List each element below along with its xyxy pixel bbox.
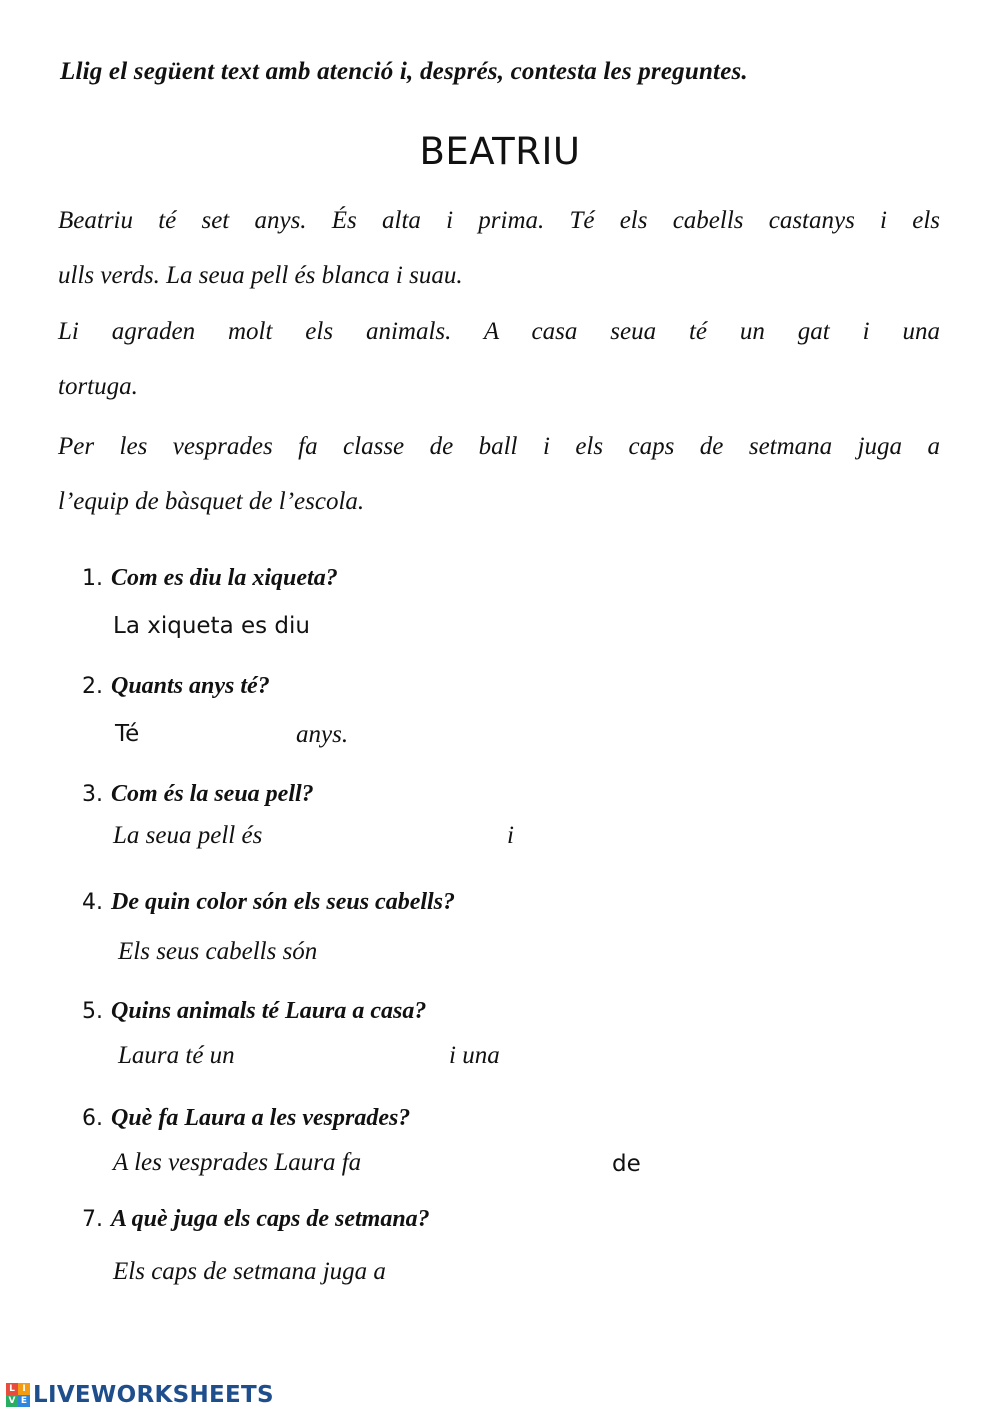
text-line-1: Beatriu té set anys. És alta i prima. Té els cabells castanys i els [58,207,940,234]
question-2 [82,673,270,700]
answer-2-suffix: anys. [296,721,349,748]
question-text: Què fa Laura a les vesprades? [111,1105,411,1131]
question-6 [82,1105,410,1132]
question-number: 2. [82,674,103,699]
question-text: Com és la seua pell? [111,781,314,807]
logo-mark-letter: E [18,1395,30,1407]
question-number: 3. [82,782,103,807]
answer-3-prefix: La seua pell és [113,822,263,849]
text-line-6: l’equip de bàsquet de l’escola. [58,488,365,515]
answer-5-prefix: Laura té un [118,1042,235,1069]
text-line-3: Li agraden molt els animals. A casa seua té un gat i una [58,318,940,345]
question-number: 5. [82,999,103,1024]
liveworksheets-logo [6,1381,274,1409]
logo-mark-letter: L [6,1383,18,1395]
question-text: A què juga els caps de setmana? [111,1206,430,1232]
question-1 [82,565,338,592]
question-text: Quants anys té? [111,673,270,699]
question-3 [82,781,314,808]
answer-7-prefix: Els caps de setmana juga a [113,1258,386,1285]
answer-2-prefix: Té [115,721,140,747]
answer-1-prefix: La xiqueta es diu [113,613,310,639]
question-number: 1. [82,566,103,591]
text-line-2: ulls verds. La seua pell és blanca i suau. [58,262,463,289]
logo-mark-icon [6,1383,30,1407]
question-text: Quins animals té Laura a casa? [111,998,427,1024]
answer-4-prefix: Els seus cabells són [118,938,318,965]
question-number: 4. [82,890,103,915]
text-line-5: Per les vesprades fa classe de ball i els caps de setmana juga a [58,433,940,460]
answer-5-middle: i una [449,1042,500,1069]
answer-6-prefix: A les vesprades Laura fa [113,1149,362,1176]
question-4 [82,889,455,916]
question-number: 6. [82,1106,103,1131]
question-text: De quin color són els seus cabells? [111,889,456,915]
logo-mark-letter: V [6,1395,18,1407]
answer-6-middle: de [612,1151,641,1177]
question-7 [82,1206,430,1233]
logo-text: LIVEWORKSHEETS [33,1382,274,1408]
page-title: BEATRIU [419,130,581,173]
answer-3-middle: i [507,822,514,849]
text-line-4: tortuga. [58,373,138,400]
question-text: Com es diu la xiqueta? [111,565,338,591]
question-5 [82,998,426,1025]
question-number: 7. [82,1207,103,1232]
logo-mark-letter: I [18,1383,30,1395]
instruction-text: Llig el següent text amb atenció i, després, contesta les preguntes. [60,58,748,85]
